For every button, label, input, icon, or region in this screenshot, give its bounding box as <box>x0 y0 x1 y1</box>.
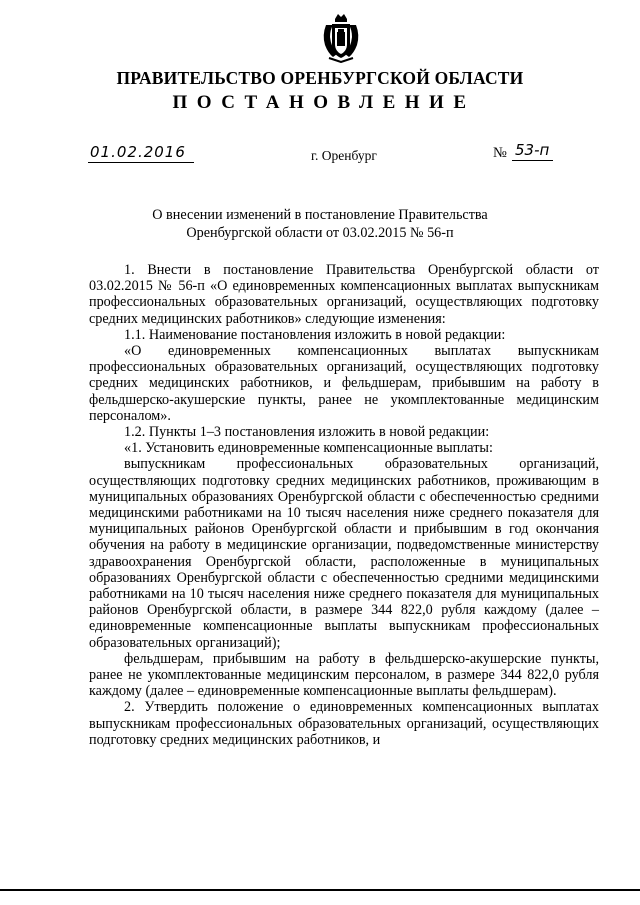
document-body <box>89 262 599 748</box>
paragraph-1: 1. Внести в постановление Правительства Оренбургской области от 03.02.2015 № 56-п «О единовременных компенсационных выплатах выпускникам профессиональных образовательных организаций, осуществляющих подготовку средних медицинских работников» следующие изменения: <box>89 262 599 327</box>
document-date: 01.02.2016 <box>88 143 194 163</box>
subject-line-2: Оренбургской области от 03.02.2015 № 56-п <box>186 225 454 241</box>
document-number: 53-п <box>512 141 553 161</box>
page-bottom-rule <box>0 889 640 891</box>
document-subject <box>0 206 640 242</box>
subject-line-1: О внесении изменений в постановление Правительства <box>152 207 488 223</box>
number-label: № <box>493 145 507 161</box>
paragraph-graduates: выпускникам профессиональных образовательных организаций, осуществляющих подготовку средних медицинских работников, проживающим в муниципальных образованиях Оренбургской области с обеспеченностью средними медицинскими работниками на 10 тысяч населения ниже среднего показателя для муниципальных районов Оренбургской области и прибывшим в год окончания обучения на работу в медицинские организации, подведомственные министерству здравоохранения Оренбургской области, расположенные в муниципальных образованиях Оренбургской области с обеспеченностью средними медицинскими работниками на 10 тысяч населения ниже среднего показателя для муниципальных районов Оренбургской области, в размере 344 822,0 рубля каждому (далее – единовременные компенсационные выплаты выпускникам профессиональных образовательных организаций); <box>89 456 599 651</box>
document-type: ПОСТАНОВЛЕНИЕ <box>172 92 476 113</box>
paragraph-paramedics: фельдшерам, прибывшим на работу в фельдшерско-акушерские пункты, ранее не укомплектованные медицинским персоналом, в размере 344 822,0 рубля каждому (далее – единовременные компенсационные выплаты фельдшерам). <box>89 650 599 700</box>
government-title: ПРАВИТЕЛЬСТВО ОРЕНБУРГСКОЙ ОБЛАСТИ <box>116 68 524 88</box>
document-city: г. Оренбург <box>311 148 377 163</box>
paragraph-1-1: 1.1. Наименование постановления изложить в новой редакции: <box>124 326 506 343</box>
paragraph-1-2: 1.2. Пункты 1–3 постановления изложить в новой редакции: <box>124 424 490 441</box>
coat-of-arms-icon <box>321 11 361 63</box>
paragraph-point-1: «1. Установить единовременные компенсационные выплаты: <box>124 440 493 457</box>
paragraph-2: 2. Утвердить положение о единовременных компенсационных выплатах выпускникам профессиональных образовательных организаций, осуществляющих подготовку средних медицинских работников, и <box>89 699 599 748</box>
paragraph-new-title: «О единовременных компенсационных выплатах выпускникам профессиональных образовательных организаций, осуществляющих подготовку средних медицинских работников, и фельдшерам, прибывшим на работу в фельдшерско-акушерские пункты, ранее не укомплектованные медицинским персоналом». <box>89 343 599 424</box>
